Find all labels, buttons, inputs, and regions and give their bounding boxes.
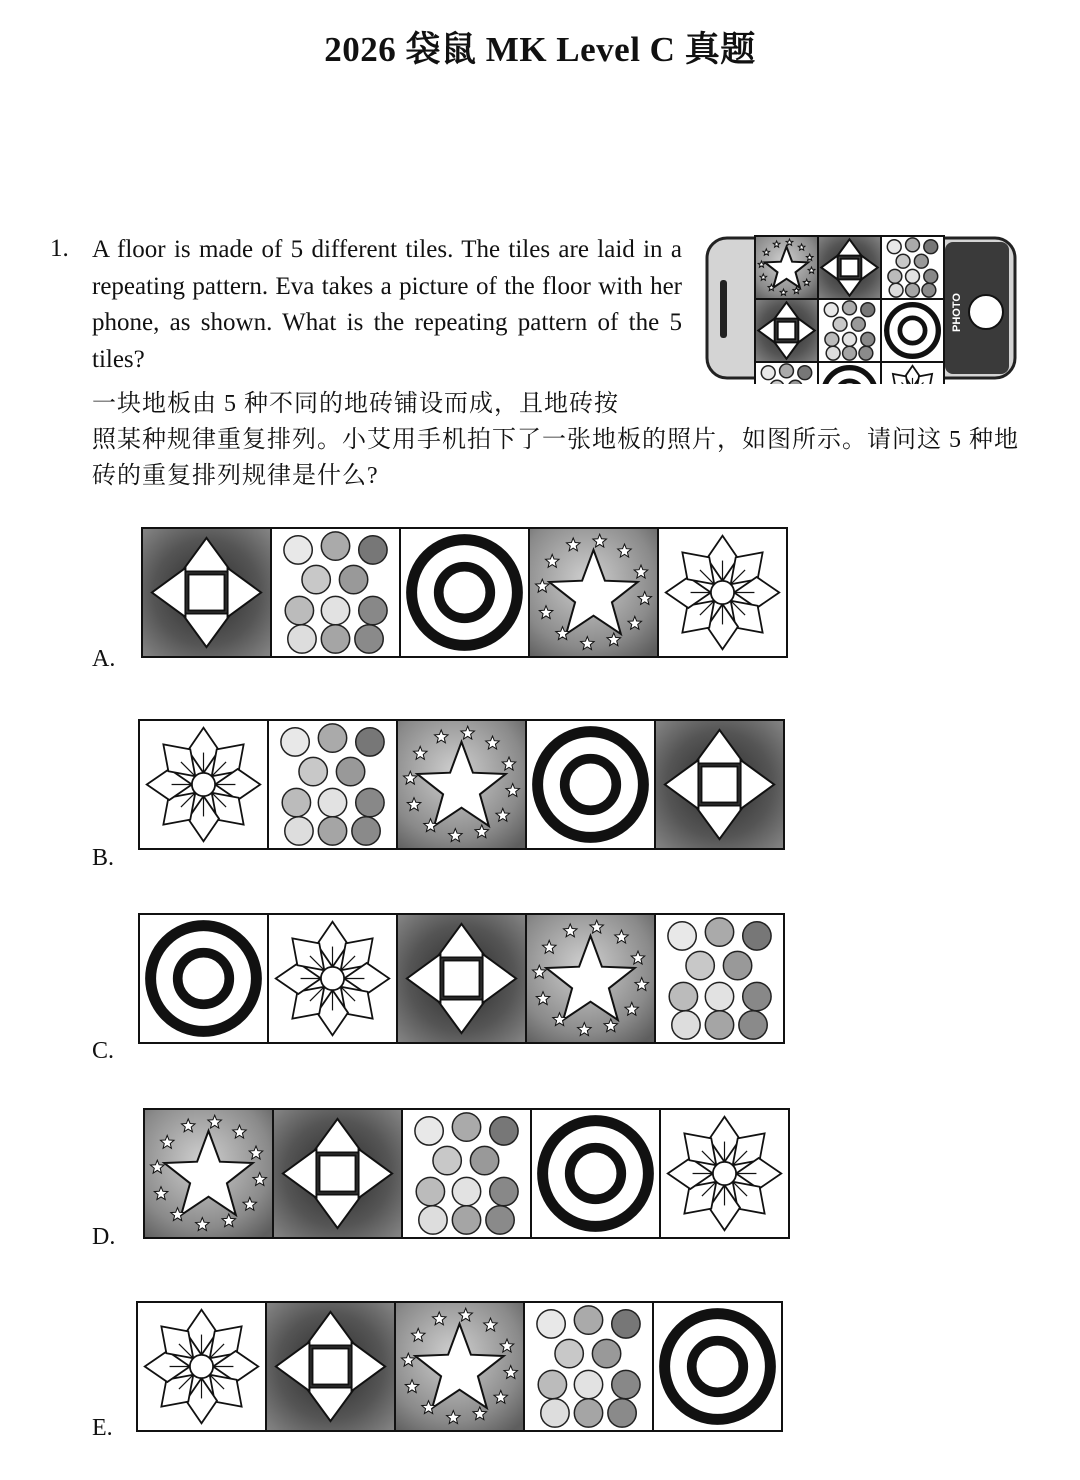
dots-tile-icon <box>271 528 400 657</box>
phone-arrows-tile-icon <box>818 236 881 299</box>
dots-tile-icon <box>402 1109 531 1238</box>
arrows-tile-icon <box>273 1109 402 1238</box>
option-label-b[interactable]: B. <box>92 845 115 871</box>
flower-tile-icon <box>658 528 787 657</box>
flower-tile-icon <box>137 1302 266 1431</box>
phone-dots-tile-icon <box>818 299 881 362</box>
dots-tile-icon <box>268 720 397 849</box>
flower-tile-icon <box>660 1109 789 1238</box>
option-label-e[interactable]: E. <box>92 1415 113 1441</box>
phone-speaker-icon <box>720 280 727 338</box>
phone-screen <box>755 236 944 384</box>
option-label-d[interactable]: D. <box>92 1224 116 1250</box>
phone-dots-tile-icon <box>755 362 818 384</box>
phone-star-tile-icon <box>755 236 818 299</box>
rings-tile-icon <box>400 528 529 657</box>
arrows-tile-icon <box>397 914 526 1043</box>
phone-rings-tile-icon <box>881 299 944 362</box>
question-text-en: A floor is made of 5 different tiles. The tiles are laid in a repeating pattern. Eva takes a picture of the floor with her phone, as shown. What is the repeating pattern of the 5 tiles? <box>92 236 682 373</box>
star-tile-icon <box>395 1302 524 1431</box>
page-title: 2026 袋鼠 MK Level C 真题 <box>324 30 756 69</box>
option-b-strip[interactable] <box>137 718 786 851</box>
question-text-cn-rest: 照某种规律重复排列。小艾用手机拍下了一张地板的照片，如图所示。请问这 5 种地砖的重复排列规律是什么? <box>92 427 1019 489</box>
rings-tile-icon <box>531 1109 660 1238</box>
star-tile-icon <box>526 914 655 1043</box>
phone-rings-tile-icon <box>818 362 881 384</box>
flower-tile-icon <box>268 914 397 1043</box>
star-tile-icon <box>529 528 658 657</box>
star-tile-icon <box>397 720 526 849</box>
option-a-strip[interactable] <box>140 526 789 659</box>
arrows-tile-icon <box>266 1302 395 1431</box>
option-e-strip[interactable] <box>135 1300 784 1433</box>
phone-dots-tile-icon <box>881 236 944 299</box>
phone-arrows-tile-icon <box>755 299 818 362</box>
arrows-tile-icon <box>142 528 271 657</box>
rings-tile-icon <box>526 720 655 849</box>
rings-tile-icon <box>139 914 268 1043</box>
phone-flower-tile-icon <box>881 362 944 384</box>
phone-photo <box>705 232 1020 384</box>
rings-tile-icon <box>653 1302 782 1431</box>
phone-photo-label: PHOTO <box>951 293 963 332</box>
option-c-strip[interactable] <box>137 912 786 1045</box>
option-label-a[interactable]: A. <box>92 646 116 672</box>
question-number: 1. <box>50 235 69 262</box>
question-text-cn-line1: 一块地板由 5 种不同的地砖铺设而成，且地砖按 <box>92 391 619 417</box>
shutter-button-icon <box>969 295 1003 329</box>
option-d-strip[interactable] <box>142 1107 791 1240</box>
star-tile-icon <box>144 1109 273 1238</box>
flower-tile-icon <box>139 720 268 849</box>
arrows-tile-icon <box>655 720 784 849</box>
option-label-c[interactable]: C. <box>92 1038 115 1064</box>
dots-tile-icon <box>655 914 784 1043</box>
dots-tile-icon <box>524 1302 653 1431</box>
